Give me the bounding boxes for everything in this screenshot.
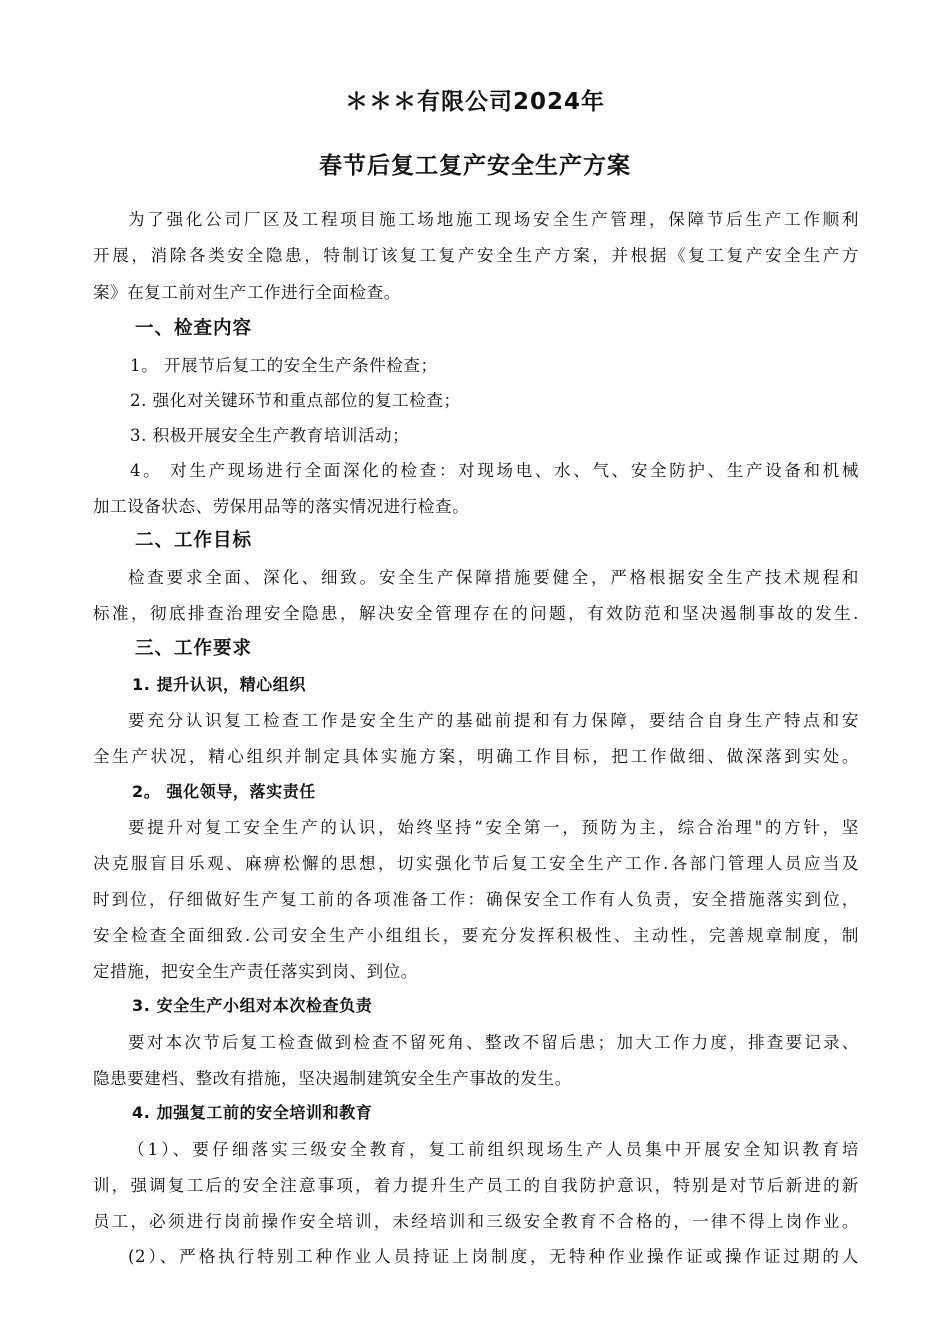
subsection-heading: 2。 强化领导，落实责任	[132, 782, 316, 801]
paragraph-line: 检查要求全面、深化、细致。安全生产保障措施要健全，严格根据安全生产技术规程和	[128, 568, 859, 587]
list-item: 加工设备状态、劳保用品等的落实情况进行检查。	[93, 497, 470, 516]
paragraph-line: 要提升对复工安全生产的认识，始终坚持“安全第一，预防为主，综合治理"的方针，坚	[128, 818, 859, 837]
paragraph-line: （1）、要仔细落实三级安全教育，复工前组织现场生产人员集中开展安全知识教育培	[128, 1140, 859, 1159]
paragraph-line: 定措施，把安全生产责任落实到岗、到位。	[93, 962, 418, 981]
paragraph-line: 隐患要建档、整改有措施，坚决遏制建筑安全生产事故的发生。	[93, 1069, 572, 1088]
paragraph-line: 员工，必须进行岗前操作安全培训，未经培训和三级安全教育不合格的，一律不得上岗作业。	[93, 1212, 859, 1231]
list-item: 2. 强化对关键环节和重点部位的复工检查；	[130, 391, 461, 410]
list-item: 4。 对生产现场进行全面深化的检查：对现场电、水、气、安全防护、生产设备和机械	[130, 461, 859, 480]
paragraph-line: (2）、严格执行特别工种作业人员持证上岗制度，无特种作业操作证或操作证过期的人	[128, 1247, 859, 1266]
subsection-heading: 4. 加强复工前的安全培训和教育	[132, 1103, 373, 1122]
document-title-line2: 春节后复工复产安全生产方案	[319, 153, 631, 179]
section-heading: 三、工作要求	[135, 638, 253, 659]
intro-line: 为了强化公司厂区及工程项目施工场地施工现场安全生产管理，保障节后生产工作顺利	[128, 210, 859, 229]
subsection-heading: 3. 安全生产小组对本次检查负责	[132, 996, 373, 1015]
paragraph-line: 训，强调复工后的安全注意事项，着力提升生产员工的自我防护意识，特别是对节后新进的新	[93, 1176, 859, 1195]
intro-line: 开展，消除各类安全隐患，特制订该复工复产安全生产方案，并根据《复工复产安全生产方	[93, 246, 859, 265]
paragraph-line: 安全检查全面细致.公司安全生产小组组长，要充分发挥积极性、主动性，完善规章制度，制	[93, 926, 859, 945]
intro-line: 案》在复工前对生产工作进行全面检查。	[93, 283, 401, 302]
paragraph-line: 要对本次节后复工检查做到检查不留死角、整改不留后患；加大工作力度，排查要记录、	[128, 1033, 859, 1052]
subsection-heading: 1. 提升认识，精心组织	[132, 675, 306, 694]
paragraph-line: 全生产状况，精心组织并制定具体实施方案，明确工作目标，把工作做细、做深落到实处。	[93, 747, 859, 766]
document-title-line1: ＊＊＊有限公司2024年	[344, 89, 605, 115]
section-heading: 一、检查内容	[135, 318, 253, 339]
section-heading: 二、工作目标	[135, 530, 253, 551]
paragraph-line: 要充分认识复工检查工作是安全生产的基础前提和有力保障，要结合自身生产特点和安	[128, 711, 859, 730]
paragraph-line: 标准，彻底排查治理安全隐患，解决安全管理存在的问题，有效防范和坚决遏制事故的发生.	[93, 604, 859, 623]
paragraph-line: 决克服盲目乐观、麻痹松懈的思想，切实强化节后复工安全生产工作.各部门管理人员应当及	[93, 854, 859, 873]
list-item: 1。 开展节后复工的安全生产条件检查；	[130, 356, 438, 375]
paragraph-line: 时到位，仔细做好生产复工前的各项准备工作：确保安全工作有人负责，安全措施落实到位，	[93, 890, 859, 909]
list-item: 3. 积极开展安全生产教育培训活动；	[130, 426, 410, 445]
